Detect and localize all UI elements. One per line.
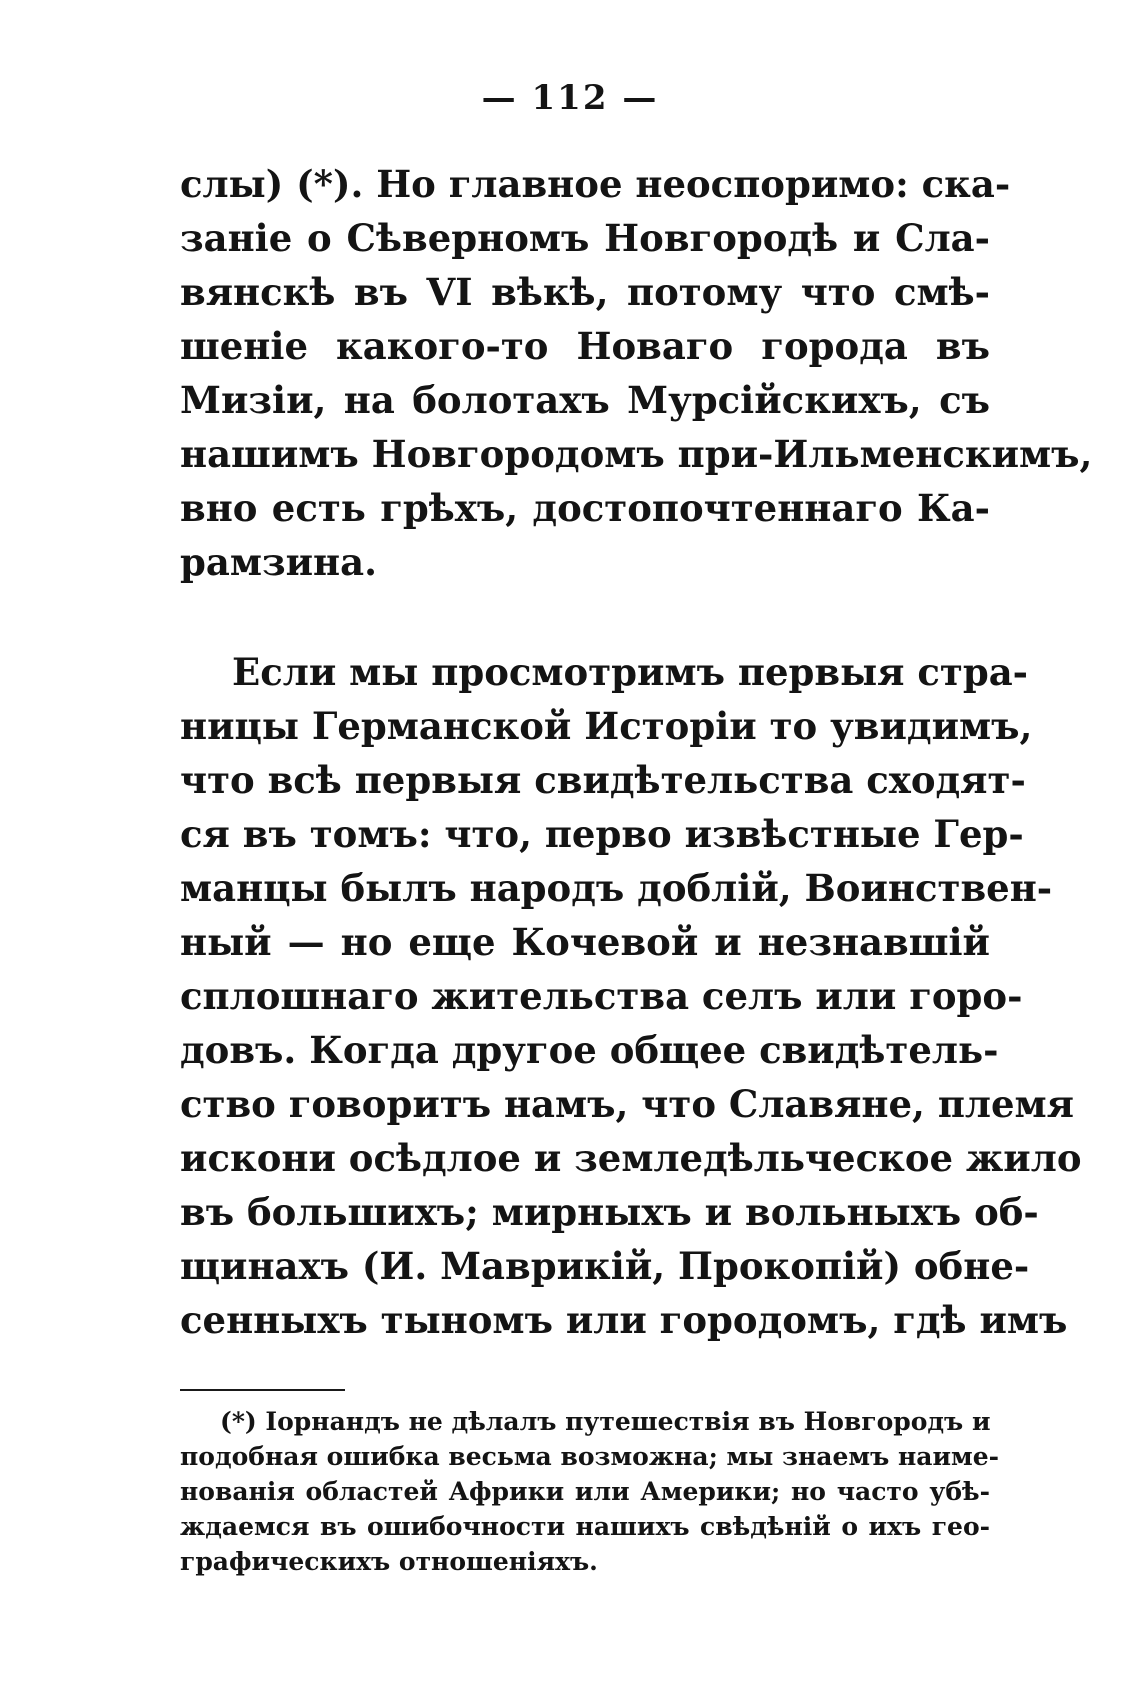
text-line: слы) (*). Но главное неоспоримо: ска- [180,162,1011,206]
text-line: довъ. Когда другое общее свидѣтель- [180,1028,999,1072]
text-line: Если мы просмотримъ первыя стра- [232,650,1029,694]
text-line: ся въ томъ: что, перво извѣстные Гер- [180,812,1024,856]
paragraph-1 [180,157,1093,589]
text-line: занiе о Сѣверномъ Новгородѣ и Сла- [180,216,990,260]
footnote-line: (*) Iорнандъ не дѣлалъ путешествiя въ Новгородъ и [220,1407,991,1436]
footnote-line: нованiя областей Африки или Америки; но часто убѣ- [180,1477,990,1506]
text-line: рамзина. [180,540,377,584]
text-line: щинахъ (И. Маврикiй, Прокопiй) обне- [180,1244,1030,1288]
footnote-separator [180,1389,345,1391]
text-line: вянскѣ въ VI вѣкѣ, потому что смѣ- [180,270,990,314]
text-line: шенiе какого-то Новаго города въ [180,324,990,368]
text-line: въ большихъ; мирныхъ и вольныхъ об- [180,1190,1039,1234]
footnote-line: графическихъ отношенiяхъ. [180,1547,598,1576]
text-line: манцы былъ народъ доблiй, Воинствен- [180,866,1053,910]
text-line: ницы Германской Исторiи то увидимъ, [180,704,1033,748]
text-line: что всѣ первыя свидѣтельства сходят- [180,758,1026,802]
text-line: Мизiи, на болотахъ Мурсiйскихъ, съ [180,378,990,422]
text-line: сенныхъ тыномъ или городомъ, гдѣ имъ [180,1298,1068,1342]
text-line: сплошнаго жительства селъ или горо- [180,974,1023,1018]
text-line: вно есть грѣхъ, достопочтеннаго Ка- [180,486,990,530]
footnote-line: подобная ошибка весьма возможна; мы знаемъ наиме- [180,1442,999,1471]
text-line: ство говоритъ намъ, что Славяне, племя [180,1082,1074,1126]
footnote [180,1404,999,1579]
text-line: ный — но еще Кочевой и незнавшiй [180,920,990,964]
paragraph-2 [180,645,1082,1347]
page-number: — 112 — [481,78,659,118]
text-line: нашимъ Новгородомъ при-Ильменскимъ, [180,432,1093,476]
footnote-line: ждаемся въ ошибочности нашихъ свѣдѣнiй о ихъ гео- [180,1512,990,1541]
text-line: искони осѣдлое и земледѣльческое жило [180,1136,1082,1180]
